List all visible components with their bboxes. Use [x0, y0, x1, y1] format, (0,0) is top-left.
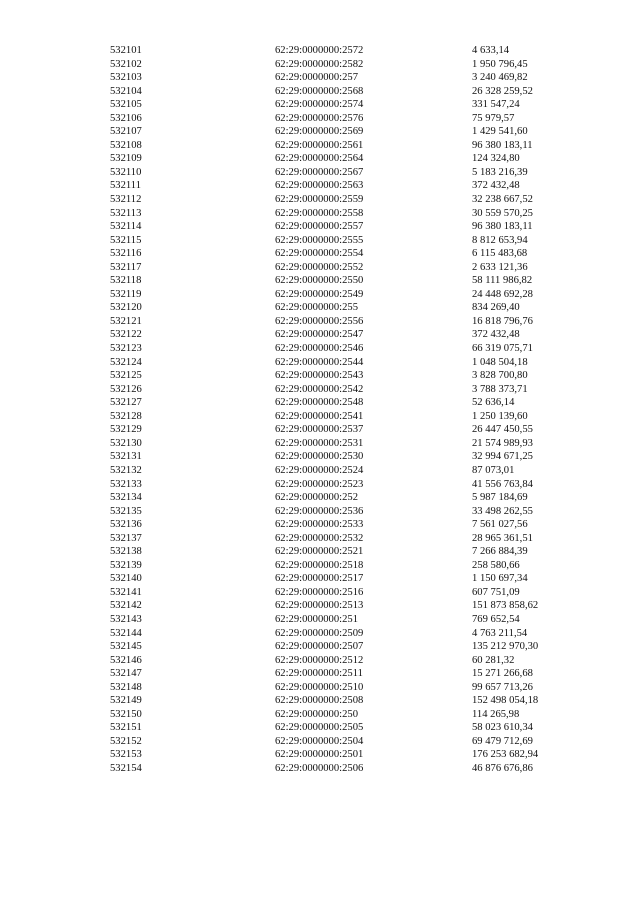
cadastral-number-cell: 62:29:0000000:2533 — [275, 519, 364, 531]
cadastral-value-cell: 26 447 450,55 — [472, 424, 533, 436]
table-row — [110, 315, 592, 329]
table-row — [110, 220, 592, 234]
cadastral-number-cell: 62:29:0000000:2511 — [275, 668, 363, 680]
table-row — [110, 735, 592, 749]
cadastral-number-cell: 62:29:0000000:2567 — [275, 166, 364, 178]
cadastral-number-cell: 62:29:0000000:2569 — [275, 126, 364, 138]
table-row — [110, 545, 592, 559]
row-number-cell: 532114 — [110, 221, 142, 233]
cadastral-value-cell: 1 150 697,34 — [472, 573, 528, 585]
cadastral-number-cell: 62:29:0000000:2557 — [275, 221, 364, 233]
table-row — [110, 450, 592, 464]
row-number-cell: 532125 — [110, 370, 142, 382]
cadastral-number-cell: 62:29:0000000:2576 — [275, 112, 364, 124]
cadastral-value-cell: 46 876 676,86 — [472, 762, 533, 774]
row-number-cell: 532131 — [110, 451, 142, 463]
cadastral-number-cell: 62:29:0000000:252 — [275, 492, 358, 504]
cadastral-number-cell: 62:29:0000000:2507 — [275, 641, 364, 653]
row-number-cell: 532126 — [110, 383, 142, 395]
cadastral-value-cell: 87 073,01 — [472, 464, 515, 476]
table-row — [110, 491, 592, 505]
cadastral-number-cell: 62:29:0000000:2532 — [275, 532, 364, 544]
cadastral-number-cell: 62:29:0000000:2513 — [275, 600, 364, 612]
row-number-cell: 532152 — [110, 735, 142, 747]
table-row — [110, 708, 592, 722]
row-number-cell: 532145 — [110, 641, 142, 653]
row-number-cell: 532118 — [110, 275, 142, 287]
cadastral-number-cell: 62:29:0000000:2521 — [275, 546, 364, 558]
cadastral-value-table — [110, 44, 592, 776]
cadastral-number-cell: 62:29:0000000:2542 — [275, 383, 364, 395]
table-row — [110, 234, 592, 248]
table-row — [110, 328, 592, 342]
cadastral-number-cell: 62:29:0000000:2516 — [275, 586, 364, 598]
cadastral-value-cell: 6 115 483,68 — [472, 248, 528, 260]
table-row — [110, 721, 592, 735]
row-number-cell: 532113 — [110, 207, 142, 219]
row-number-cell: 532135 — [110, 505, 142, 517]
cadastral-number-cell: 62:29:0000000:2508 — [275, 695, 364, 707]
table-row — [110, 505, 592, 519]
row-number-cell: 532109 — [110, 153, 142, 165]
row-number-cell: 532149 — [110, 695, 142, 707]
row-number-cell: 532151 — [110, 722, 142, 734]
row-number-cell: 532102 — [110, 58, 142, 70]
cadastral-value-cell: 7 266 884,39 — [472, 546, 528, 558]
table-row — [110, 423, 592, 437]
cadastral-number-cell: 62:29:0000000:2512 — [275, 654, 364, 666]
row-number-cell: 532128 — [110, 410, 142, 422]
table-row — [110, 518, 592, 532]
row-number-cell: 532115 — [110, 234, 142, 246]
cadastral-number-cell: 62:29:0000000:2561 — [275, 139, 364, 151]
table-row — [110, 613, 592, 627]
table-row — [110, 247, 592, 261]
cadastral-value-cell: 7 561 027,56 — [472, 519, 528, 531]
table-row — [110, 681, 592, 695]
cadastral-value-cell: 58 111 986,82 — [472, 275, 533, 287]
table-row — [110, 410, 592, 424]
row-number-cell: 532117 — [110, 261, 142, 273]
row-number-cell: 532143 — [110, 613, 142, 625]
cadastral-number-cell: 62:29:0000000:2517 — [275, 573, 364, 585]
cadastral-value-cell: 114 265,98 — [472, 708, 520, 720]
cadastral-value-cell: 607 751,09 — [472, 586, 520, 598]
cadastral-number-cell: 62:29:0000000:2541 — [275, 410, 364, 422]
table-row — [110, 694, 592, 708]
table-row — [110, 667, 592, 681]
cadastral-number-cell: 62:29:0000000:2510 — [275, 681, 364, 693]
row-number-cell: 532112 — [110, 194, 142, 206]
row-number-cell: 532139 — [110, 559, 142, 571]
table-row — [110, 599, 592, 613]
cadastral-value-cell: 3 828 700,80 — [472, 370, 528, 382]
cadastral-number-cell: 62:29:0000000:2531 — [275, 437, 364, 449]
table-row — [110, 356, 592, 370]
row-number-cell: 532133 — [110, 478, 142, 490]
table-row — [110, 762, 592, 776]
cadastral-number-cell: 62:29:0000000:2558 — [275, 207, 364, 219]
cadastral-value-cell: 30 559 570,25 — [472, 207, 533, 219]
cadastral-number-cell: 62:29:0000000:2518 — [275, 559, 364, 571]
table-row — [110, 383, 592, 397]
cadastral-value-cell: 21 574 989,93 — [472, 437, 533, 449]
table-row — [110, 112, 592, 126]
table-row — [110, 166, 592, 180]
table-body — [110, 44, 592, 776]
table-row — [110, 654, 592, 668]
cadastral-value-cell: 24 448 692,28 — [472, 288, 533, 300]
row-number-cell: 532144 — [110, 627, 142, 639]
table-row — [110, 139, 592, 153]
row-number-cell: 532101 — [110, 45, 142, 56]
cadastral-value-cell: 331 547,24 — [472, 99, 520, 111]
cadastral-value-cell: 15 271 266,68 — [472, 668, 533, 680]
cadastral-number-cell: 62:29:0000000:2550 — [275, 275, 364, 287]
table-row — [110, 44, 592, 58]
cadastral-number-cell: 62:29:0000000:2564 — [275, 153, 364, 165]
cadastral-number-cell: 62:29:0000000:2524 — [275, 464, 364, 476]
cadastral-value-cell: 176 253 682,94 — [472, 749, 539, 761]
table-row — [110, 152, 592, 166]
cadastral-number-cell: 62:29:0000000:2559 — [275, 194, 364, 206]
cadastral-number-cell: 62:29:0000000:255 — [275, 302, 358, 314]
table-row — [110, 207, 592, 221]
cadastral-value-cell: 372 432,48 — [472, 180, 520, 192]
cadastral-value-cell: 3 788 373,71 — [472, 383, 528, 395]
cadastral-number-cell: 62:29:0000000:2546 — [275, 343, 364, 355]
table-row — [110, 572, 592, 586]
cadastral-number-cell: 62:29:0000000:2563 — [275, 180, 364, 192]
cadastral-value-cell: 96 380 183,11 — [472, 139, 533, 151]
cadastral-value-cell: 124 324,80 — [472, 153, 520, 165]
cadastral-value-cell: 60 281,32 — [472, 654, 515, 666]
cadastral-value-cell: 372 432,48 — [472, 329, 520, 341]
table-row — [110, 478, 592, 492]
cadastral-value-cell: 32 238 667,52 — [472, 194, 533, 206]
table-row — [110, 71, 592, 85]
row-number-cell: 532153 — [110, 749, 142, 761]
row-number-cell: 532124 — [110, 356, 142, 368]
cadastral-number-cell: 62:29:0000000:257 — [275, 72, 358, 84]
cadastral-value-cell: 33 498 262,55 — [472, 505, 533, 517]
table-row — [110, 85, 592, 99]
row-number-cell: 532148 — [110, 681, 142, 693]
table-row — [110, 464, 592, 478]
cadastral-value-cell: 41 556 763,84 — [472, 478, 533, 490]
cadastral-number-cell: 62:29:0000000:2582 — [275, 58, 364, 70]
row-number-cell: 532116 — [110, 248, 142, 260]
cadastral-value-cell: 4 763 211,54 — [472, 627, 528, 639]
cadastral-number-cell: 62:29:0000000:2536 — [275, 505, 364, 517]
cadastral-value-cell: 58 023 610,34 — [472, 722, 533, 734]
row-number-cell: 532154 — [110, 762, 142, 774]
cadastral-number-cell: 62:29:0000000:251 — [275, 613, 358, 625]
table-row — [110, 98, 592, 112]
row-number-cell: 532134 — [110, 492, 142, 504]
cadastral-value-cell: 4 633,14 — [472, 45, 510, 56]
row-number-cell: 532141 — [110, 586, 142, 598]
cadastral-value-cell: 16 818 796,76 — [472, 315, 533, 327]
cadastral-number-cell: 62:29:0000000:2555 — [275, 234, 364, 246]
table-row — [110, 301, 592, 315]
row-number-cell: 532106 — [110, 112, 142, 124]
cadastral-value-cell: 135 212 970,30 — [472, 641, 539, 653]
cadastral-value-cell: 769 652,54 — [472, 613, 520, 625]
table-row — [110, 125, 592, 139]
row-number-cell: 532107 — [110, 126, 142, 138]
row-number-cell: 532120 — [110, 302, 142, 314]
row-number-cell: 532150 — [110, 708, 142, 720]
cadastral-value-cell: 8 812 653,94 — [472, 234, 528, 246]
row-number-cell: 532104 — [110, 85, 142, 97]
table-row — [110, 748, 592, 762]
table-row — [110, 369, 592, 383]
cadastral-number-cell: 62:29:0000000:2556 — [275, 315, 364, 327]
cadastral-value-cell: 96 380 183,11 — [472, 221, 533, 233]
row-number-cell: 532122 — [110, 329, 142, 341]
cadastral-value-cell: 52 636,14 — [472, 397, 515, 409]
cadastral-value-cell: 258 580,66 — [472, 559, 520, 571]
row-number-cell: 532119 — [110, 288, 142, 300]
table-row — [110, 58, 592, 72]
cadastral-number-cell: 62:29:0000000:2505 — [275, 722, 364, 734]
table-row — [110, 627, 592, 641]
cadastral-value-cell: 5 183 216,39 — [472, 166, 528, 178]
cadastral-value-cell: 26 328 259,52 — [472, 85, 533, 97]
cadastral-value-cell: 5 987 184,69 — [472, 492, 528, 504]
cadastral-number-cell: 62:29:0000000:2506 — [275, 762, 364, 774]
cadastral-value-cell: 2 633 121,36 — [472, 261, 528, 273]
cadastral-number-cell: 62:29:0000000:2547 — [275, 329, 364, 341]
cadastral-number-cell: 62:29:0000000:2544 — [275, 356, 364, 368]
cadastral-number-cell: 62:29:0000000:2552 — [275, 261, 364, 273]
row-number-cell: 532103 — [110, 72, 142, 84]
cadastral-number-cell: 62:29:0000000:2530 — [275, 451, 364, 463]
table-row — [110, 437, 592, 451]
cadastral-value-cell: 75 979,57 — [472, 112, 515, 124]
cadastral-number-cell: 62:29:0000000:2509 — [275, 627, 364, 639]
cadastral-value-cell: 99 657 713,26 — [472, 681, 533, 693]
cadastral-number-cell: 62:29:0000000:2501 — [275, 749, 364, 761]
cadastral-value-cell: 1 950 796,45 — [472, 58, 528, 70]
table-row — [110, 261, 592, 275]
table-row — [110, 396, 592, 410]
row-number-cell: 532108 — [110, 139, 142, 151]
cadastral-value-cell: 66 319 075,71 — [472, 343, 533, 355]
cadastral-number-cell: 62:29:0000000:2537 — [275, 424, 364, 436]
cadastral-value-cell: 834 269,40 — [472, 302, 520, 314]
cadastral-number-cell: 62:29:0000000:2549 — [275, 288, 364, 300]
cadastral-number-cell: 62:29:0000000:2568 — [275, 85, 364, 97]
row-number-cell: 532138 — [110, 546, 142, 558]
cadastral-number-cell: 62:29:0000000:2548 — [275, 397, 364, 409]
row-number-cell: 532132 — [110, 464, 142, 476]
row-number-cell: 532121 — [110, 315, 142, 327]
row-number-cell: 532137 — [110, 532, 142, 544]
row-number-cell: 532140 — [110, 573, 142, 585]
cadastral-number-cell: 62:29:0000000:2504 — [275, 735, 364, 747]
table-row — [110, 288, 592, 302]
table-row — [110, 640, 592, 654]
row-number-cell: 532142 — [110, 600, 142, 612]
table-row — [110, 342, 592, 356]
table-row — [110, 586, 592, 600]
cadastral-value-cell: 69 479 712,69 — [472, 735, 533, 747]
cadastral-value-cell: 1 429 541,60 — [472, 126, 528, 138]
row-number-cell: 532146 — [110, 654, 142, 666]
cadastral-number-cell: 62:29:0000000:2543 — [275, 370, 364, 382]
cadastral-value-cell: 3 240 469,82 — [472, 72, 528, 84]
table-row — [110, 193, 592, 207]
row-number-cell: 532136 — [110, 519, 142, 531]
cadastral-number-cell: 62:29:0000000:250 — [275, 708, 358, 720]
cadastral-value-cell: 1 048 504,18 — [472, 356, 528, 368]
cadastral-value-cell: 28 965 361,51 — [472, 532, 533, 544]
cadastral-number-cell: 62:29:0000000:2572 — [275, 45, 364, 56]
cadastral-number-cell: 62:29:0000000:2523 — [275, 478, 364, 490]
cadastral-number-cell: 62:29:0000000:2554 — [275, 248, 364, 260]
table-row — [110, 532, 592, 546]
row-number-cell: 532111 — [110, 180, 141, 192]
row-number-cell: 532127 — [110, 397, 142, 409]
row-number-cell: 532105 — [110, 99, 142, 111]
row-number-cell: 532147 — [110, 668, 142, 680]
table-row — [110, 559, 592, 573]
cadastral-number-cell: 62:29:0000000:2574 — [275, 99, 364, 111]
table-row — [110, 274, 592, 288]
row-number-cell: 532129 — [110, 424, 142, 436]
row-number-cell: 532130 — [110, 437, 142, 449]
cadastral-value-cell: 1 250 139,60 — [472, 410, 528, 422]
table-row — [110, 179, 592, 193]
row-number-cell: 532110 — [110, 166, 142, 178]
row-number-cell: 532123 — [110, 343, 142, 355]
cadastral-value-cell: 32 994 671,25 — [472, 451, 533, 463]
cadastral-value-cell: 152 498 054,18 — [472, 695, 539, 707]
cadastral-value-cell: 151 873 858,62 — [472, 600, 539, 612]
